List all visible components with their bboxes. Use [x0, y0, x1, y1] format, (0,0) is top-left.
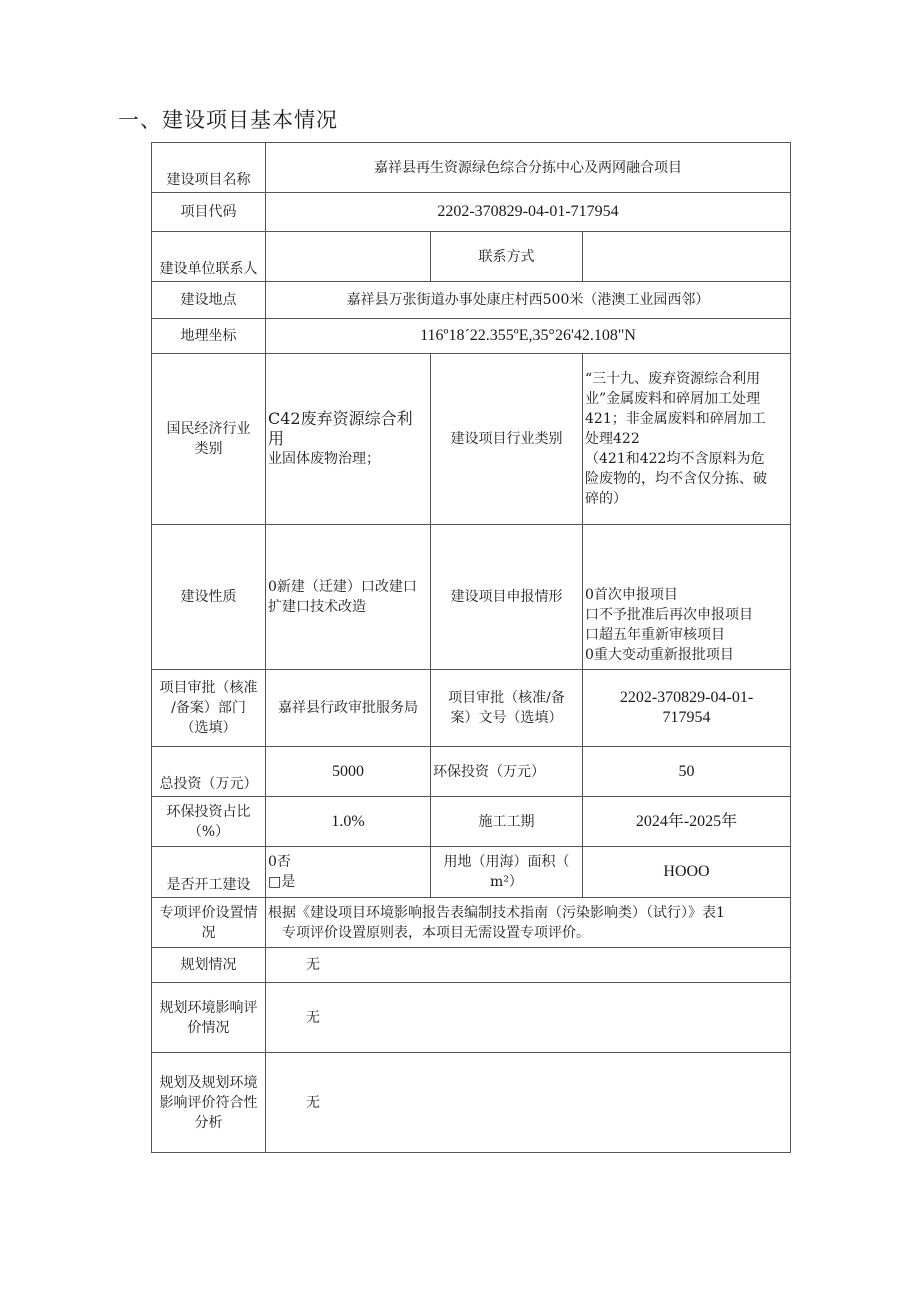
env-investment-label: 环保投资（万元） [431, 747, 583, 797]
nature-value [266, 525, 431, 670]
land-area-label-line2: m²） [490, 874, 523, 890]
approval-doc-label [431, 670, 583, 747]
report-situation-line2: 口不予批准后再次申报项目 [585, 607, 753, 623]
planning-env-label [152, 983, 266, 1053]
construction-period-value: 2024年-2025年 [583, 797, 791, 847]
row-ratio [152, 797, 791, 847]
report-situation-value [583, 525, 791, 670]
planning-env-value: 无 [266, 983, 791, 1053]
industry-value-line2: 业固体废物治理； [268, 451, 380, 467]
section-title: 一、建设项目基本情况 [118, 108, 338, 132]
row-planning [152, 948, 791, 983]
env-ratio-label [152, 797, 266, 847]
total-investment-value: 5000 [266, 747, 431, 797]
land-area-value: HOOO [583, 847, 791, 898]
row-contact [152, 232, 791, 282]
approval-doc-label-line1: 项目审批（核准/备 [448, 690, 565, 706]
project-industry-value [583, 354, 791, 525]
industry-value-line1: C42废弃资源综合利用 [268, 409, 413, 448]
env-investment-value: 50 [583, 747, 791, 797]
special-eval-label-line1: 专项评价设置情 [159, 904, 258, 921]
approval-doc-label-line2: 案）文号（选填） [450, 710, 563, 726]
env-ratio-value: 1.0% [266, 797, 431, 847]
special-eval-value [266, 898, 791, 948]
project-industry-line6: 险废物的，均不含仅分拣、破 [585, 471, 767, 487]
started-option-yes: □是 [268, 874, 296, 890]
project-info-table [151, 142, 791, 1153]
industry-label-line1: 国民经济行业 [166, 421, 251, 437]
started-options [266, 847, 431, 898]
planning-conformity-label-line2: 影响评价符合性 [159, 1094, 258, 1111]
report-situation-line4: 0重大变动重新报批项目 [585, 647, 734, 663]
planning-conformity-label-line1: 规划及规划环境 [159, 1074, 258, 1091]
project-name-value: 嘉祥县再生资源绿色综合分拣中心及两网融合项目 [266, 143, 791, 193]
row-location [152, 282, 791, 319]
nature-value-line1: 0新建（迁建）口改建口 [268, 579, 417, 595]
planning-label: 规划情况 [152, 948, 266, 983]
env-ratio-label-line1: 环保投资占比 [166, 803, 251, 820]
row-project-name [152, 143, 791, 193]
started-option-no: 0否 [268, 854, 291, 870]
approval-dept-label-line2: /备案）部门 [171, 700, 246, 716]
report-situation-line3: 口超五年重新审核项目 [585, 627, 725, 643]
planning-conformity-value: 无 [266, 1053, 791, 1153]
land-area-label-line1: 用地（用海）面积（ [443, 854, 570, 870]
industry-value [266, 354, 431, 525]
row-investment [152, 747, 791, 797]
project-name-label: 建设项目名称 [152, 143, 266, 193]
industry-label-line2: 类别 [194, 441, 223, 457]
approval-dept-label-line1: 项目审批（核准 [159, 680, 258, 696]
planning-value: 无 [266, 948, 791, 983]
approval-doc-line1: 2202-370829-04-01- [619, 689, 754, 706]
row-approval [152, 670, 791, 747]
approval-dept-label [152, 670, 266, 747]
row-started [152, 847, 791, 898]
project-code-label: 项目代码 [152, 193, 266, 232]
project-industry-line4: 处理422 [585, 431, 640, 447]
project-code-value: 2202-370829-04-01-717954 [266, 193, 791, 232]
special-eval-value-line2: 专项评价设置原则表，本项目无需设置专项评价。 [282, 924, 590, 941]
coordinates-label: 地理坐标 [152, 319, 266, 354]
planning-conformity-label-line3: 分析 [194, 1114, 223, 1131]
location-label: 建设地点 [152, 282, 266, 319]
contact-method-label: 联系方式 [431, 232, 583, 282]
approval-doc-line2: 717954 [662, 709, 711, 726]
approval-doc-value [583, 670, 791, 747]
project-industry-label: 建设项目行业类别 [431, 354, 583, 525]
nature-value-line2: 扩建口技术改造 [268, 599, 366, 615]
report-situation-label: 建设项目申报情形 [431, 525, 583, 670]
started-label: 是否开工建设 [152, 847, 266, 898]
row-planning-conformity [152, 1053, 791, 1153]
row-industry [152, 354, 791, 525]
planning-conformity-label [152, 1053, 266, 1153]
special-eval-value-line1: 根据《建设项目环境影响报告表编制技术指南（污染影响类）（试行）》表1 [268, 904, 725, 921]
project-industry-line3: 421；非金属废料和碎屑加工 [585, 411, 766, 427]
project-industry-line7: 碎的） [585, 491, 627, 507]
location-value: 嘉祥县万张街道办事处康庄村西500米（港澳工业园西邻） [266, 282, 791, 319]
industry-label [152, 354, 266, 525]
special-eval-label [152, 898, 266, 948]
project-industry-line5: （421和422均不含原料为危 [585, 451, 765, 467]
row-planning-env [152, 983, 791, 1053]
approval-dept-label-line3: （选填） [180, 720, 237, 736]
nature-label: 建设性质 [152, 525, 266, 670]
total-investment-label: 总投资（万元） [152, 747, 266, 797]
project-industry-line2: 业”金属废料和碎屑加工处理 [585, 391, 761, 407]
row-coordinates [152, 319, 791, 354]
contact-method-value [583, 232, 791, 282]
env-ratio-label-line2: （%） [187, 823, 230, 840]
land-area-label [431, 847, 583, 898]
row-special-eval [152, 898, 791, 948]
row-project-code [152, 193, 791, 232]
report-situation-line1: 0首次申报项目 [585, 587, 678, 603]
planning-env-label-line1: 规划环境影响评 [159, 999, 258, 1016]
contact-label: 建设单位联系人 [152, 232, 266, 282]
construction-period-label: 施工工期 [431, 797, 583, 847]
coordinates-value: 116º18ˊ22.355ºE,35°26'42.108"N [266, 319, 791, 354]
contact-value [266, 232, 431, 282]
approval-dept-value: 嘉祥县行政审批服务局 [266, 670, 431, 747]
special-eval-label-line2: 况 [201, 924, 216, 941]
project-industry-line1: “三十九、废弃资源综合利用 [585, 371, 761, 387]
planning-env-label-line2: 价情况 [187, 1019, 230, 1036]
row-nature [152, 525, 791, 670]
